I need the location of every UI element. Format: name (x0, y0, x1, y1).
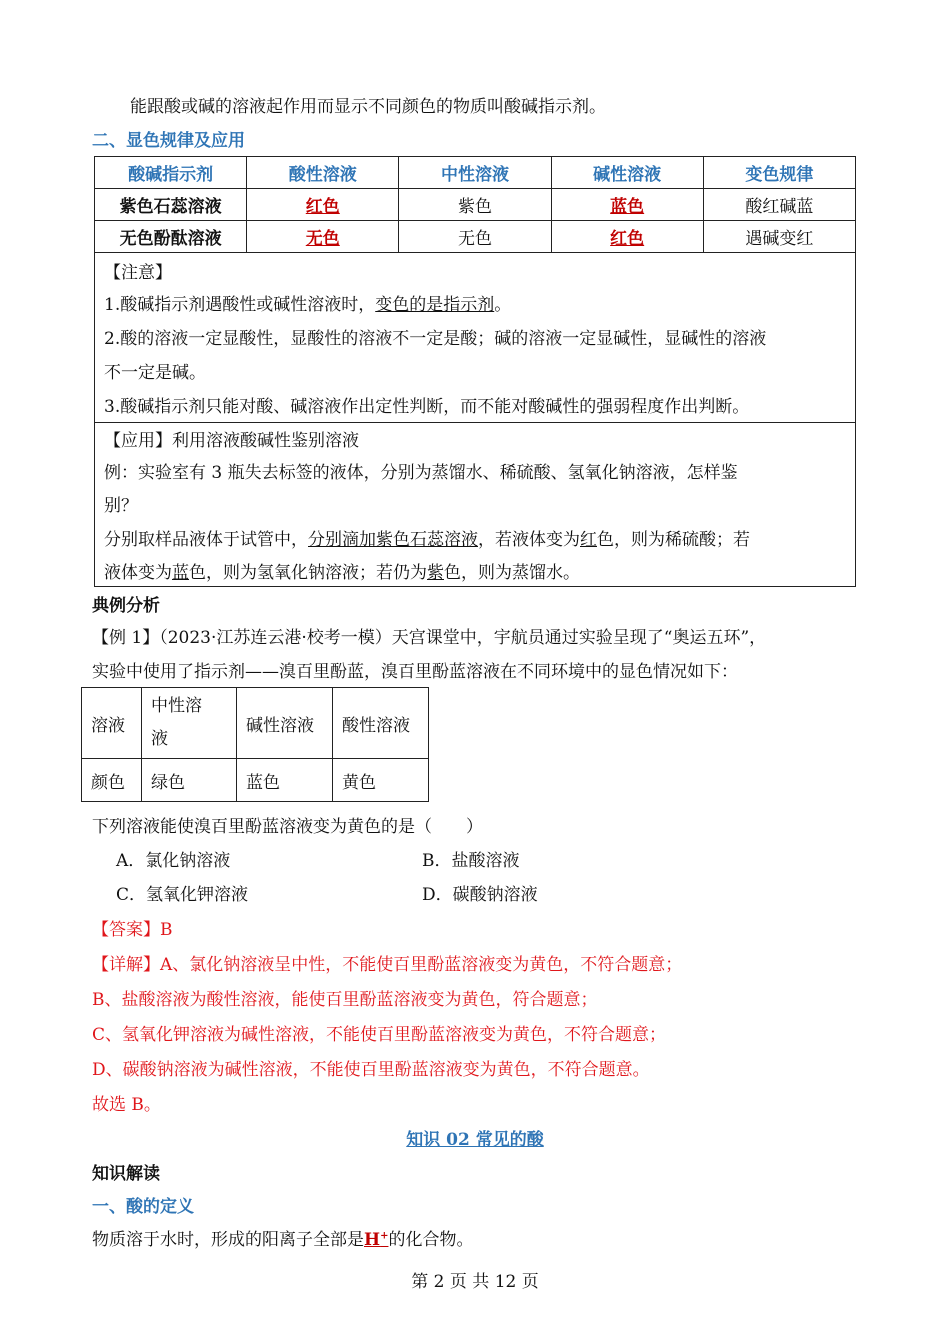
table-cell: 紫色 (399, 189, 551, 221)
knowledge-read-heading: 知识解读 (92, 1164, 160, 1184)
option-b: B．盐酸溶液 (422, 851, 520, 871)
application-answer-line-2: 液体变为蓝色，则为氢氧化钠溶液；若仍为紫色，则为蒸馏水。 (104, 563, 580, 583)
table-cell (551, 189, 703, 221)
table-cell: 黄色 (333, 759, 429, 802)
option-d: D．碳酸钠溶液 (422, 885, 538, 905)
keyword-red: 红色 (610, 229, 645, 249)
table-row (95, 221, 856, 253)
detail-line-2: B、盐酸溶液为酸性溶液，能使百里酚蓝溶液变为黄色，符合题意； (92, 990, 598, 1010)
table-cell (551, 221, 703, 253)
table-cell-indicator: 紫色石蕊溶液 (95, 189, 247, 221)
table-header-cell: 变色规律 (703, 157, 855, 189)
table-cell-indicator: 无色酚酞溶液 (95, 221, 247, 253)
keyword-red: 蓝色 (610, 197, 645, 217)
section-heading-color-rules: 二、显色规律及应用 (92, 131, 245, 151)
example-1-line-2: 实验中使用了指示剂——溴百里酚蓝，溴百里酚蓝溶液在不同环境中的显色情况如下： (92, 662, 738, 682)
table-cell: 绿色 (142, 759, 237, 802)
table-row (82, 688, 429, 759)
table-cell: 酸红碱蓝 (703, 189, 855, 221)
table-header-cell: 碱性溶液 (551, 157, 703, 189)
example-1-line-1: 【例 1】（2023·江苏连云港·校考一模）天宫课堂中，宇航员通过实验呈现了“奥运五环”， (92, 628, 767, 648)
intro-text: 能跟酸或碱的溶液起作用而显示不同颜色的物质叫酸碱指示剂。 (130, 97, 606, 117)
table-cell: 颜色 (82, 759, 142, 802)
table-header-cell: 酸碱指示剂 (95, 157, 247, 189)
keyword-red: 无色 (305, 229, 340, 249)
table-cell (247, 189, 399, 221)
note-item-1: 1.酸碱指示剂遇酸性或碱性溶液时，变色的是指示剂。 (104, 295, 512, 315)
table-cell: 中性溶 液 (142, 688, 237, 759)
table-header-cell: 酸性溶液 (247, 157, 399, 189)
table-cell: 碱性溶液 (237, 688, 333, 759)
underlined-phrase: 分别滴加紫色石蕊溶液 (308, 530, 478, 550)
knowledge-title-wrap (0, 1125, 950, 1150)
table-cell: 无色 (399, 221, 551, 253)
application-answer-line-1: 分别取样品液体于试管中，分别滴加紫色石蕊溶液，若液体变为红色，则为稀硫酸；若 (104, 530, 750, 550)
page-footer: 第 2 页 共 12 页 (411, 1272, 539, 1292)
table-cell: 蓝色 (237, 759, 333, 802)
acid-definition-heading: 一、酸的定义 (92, 1197, 194, 1217)
detail-line-4: D、碳酸钠溶液为碱性溶液，不能使百里酚蓝溶液变为黄色，不符合题意。 (92, 1060, 650, 1080)
detail-line-1: 【详解】A、氯化钠溶液呈中性，不能使百里酚蓝溶液变为黄色，不符合题意； (92, 955, 683, 975)
application-example: 例：实验室有 3 瓶失去标签的液体，分别为蒸馏水、稀硫酸、氢氧化钠溶液，怎样鉴 (104, 463, 738, 483)
table-cell: 溶液 (82, 688, 142, 759)
hydrogen-ion: H+ (364, 1230, 389, 1250)
knowledge-title: 知识 02 常见的酸 (406, 1130, 544, 1150)
table-cell (247, 221, 399, 253)
note-title: 【注意】 (104, 263, 172, 283)
detail-line-3: C、氢氧化钾溶液为碱性溶液，不能使百里酚蓝溶液变为黄色，不符合题意； (92, 1025, 667, 1045)
option-c: C．氢氧化钾溶液 (116, 885, 249, 905)
typical-heading: 典例分析 (92, 596, 160, 616)
underlined-phrase: 变色的是指示剂 (375, 295, 495, 315)
note-item-3: 3.酸碱指示剂只能对酸、碱溶液作出定性判断，而不能对酸碱性的强弱程度作出判断。 (104, 397, 750, 417)
table-cell: 遇碱变红 (703, 221, 855, 253)
color-table (81, 687, 429, 802)
table-header-cell: 中性溶液 (399, 157, 551, 189)
answer-text: 【答案】B (92, 920, 173, 940)
option-a: A．氯化钠溶液 (116, 851, 231, 871)
table-row (82, 759, 429, 802)
question-text: 下列溶液能使溴百里酚蓝溶液变为黄色的是（ ） (92, 817, 483, 837)
indicator-table (94, 156, 856, 253)
keyword-red: 红色 (305, 197, 340, 217)
note-item-2-cont: 不一定是碱。 (104, 363, 206, 383)
acid-definition-text: 物质溶于水时，形成的阳离子全部是H+的化合物。 (92, 1230, 474, 1250)
table-cell: 酸性溶液 (333, 688, 429, 759)
application-title: 【应用】利用溶液酸碱性鉴别溶液 (104, 431, 359, 451)
detail-line-5: 故选 B。 (92, 1095, 161, 1115)
note-item-2: 2.酸的溶液一定显酸性，显酸性的溶液不一定是酸；碱的溶液一定显碱性，显碱性的溶液 (104, 329, 767, 349)
table-header-row (95, 157, 856, 189)
table-row (95, 189, 856, 221)
application-example-cont: 别？ (104, 496, 138, 516)
